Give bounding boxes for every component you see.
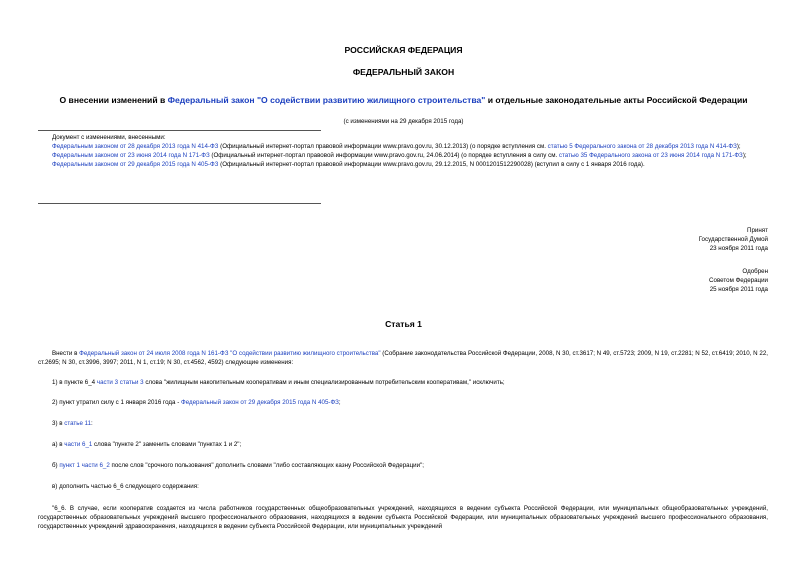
law-405-link[interactable]: Федеральный закон от 29 декабря 2015 года N 405-ФЗ: [180, 399, 339, 406]
title-law-link[interactable]: Федеральный закон "О содействии развитию жилищного строительства": [167, 95, 486, 105]
body-paragraph: в) дополнить частью 6_6 следующего содержания:: [52, 483, 199, 490]
law-type-heading: ФЕДЕРАЛЬНЫЙ ЗАКОН: [352, 67, 455, 77]
edition-note: (с изменениями на 29 декабря 2015 года): [343, 118, 464, 125]
article11-link[interactable]: статье 11: [64, 420, 92, 427]
change-item: Федеральным законом от 23 июня 2014 года N 171-ФЗ (Официальный интернет-портал правовой информации www.pravo.gov.ru, 24.06.2014) (о порядке вступления в силу см. статью 35 Федерального закона от 23 июня 2014 года N 171-ФЗ);: [52, 152, 747, 159]
change-law-link[interactable]: Федеральным законом от 28 декабря 2013 года N 414-ФЗ: [52, 143, 219, 150]
body-paragraph: "6_6. В случае, если кооператив создается из числа работников государственных общеобразовательных учреждений, находящихся в ведении субъекта Российской Федерации, или муниципальных общеобразовательных учреждений, государственных образовательных учреждений высшего профессионального образования, находящихся в ведении субъекта Российской Федерации, или муниципальных образовательных учреждений высшего профессионального образования, государственных учреждений здравоохранения, находящихся в ведении субъекта Российской Федерации, или муниципальных учреждений: [38, 505, 768, 531]
change-article-link[interactable]: статью 5 Федерального закона от 28 декабря 2013 года N 414-ФЗ: [547, 143, 737, 150]
change-law-link[interactable]: Федеральным законом от 29 декабря 2015 года N 405-ФЗ: [52, 161, 219, 168]
part3-article3-link[interactable]: части 3 статьи 3: [96, 379, 144, 386]
divider-top: [38, 130, 321, 131]
body-paragraph: 2) пункт утратил силу с 1 января 2016 года - Федеральный закон от 29 декабря 2015 года N 405-ФЗ;: [52, 399, 341, 406]
law-161-link[interactable]: Федеральный закон от 24 июля 2008 года N 161-ФЗ "О содействии развитию жилищного строительства": [79, 350, 381, 357]
duma-adoption: Принят Государственной Думой 23 ноября 2011 года: [698, 227, 768, 253]
article-title: Статья 1: [385, 319, 422, 329]
divider-bottom: [38, 203, 321, 204]
body-paragraph: б) пункт 1 части 6_2 после слов "срочного пользования" дополнить словами "либо составляющих казну Российской Федерации";: [52, 462, 425, 469]
title-suffix: и отдельные законодательные акты Российской Федерации: [485, 95, 748, 105]
changes-block: [38, 133, 768, 169]
point1-part6-2-link[interactable]: пункт 1 части 6_2: [59, 462, 110, 469]
body-paragraph: 1) в пункте 6_4 части 3 статьи 3 слова "жилищным накопительным кооперативам и иным специализированным потребительским кооперативам," исключить;: [52, 379, 505, 386]
body-paragraph: а) в части 6_1 слова "пункте 2" заменить словами "пунктах 1 и 2";: [52, 441, 242, 448]
change-item: Федеральным законом от 29 декабря 2015 года N 405-ФЗ (Официальный интернет-портал правовой информации www.pravo.gov.ru, 29.12.2015, N 0001201512290028) (вступил в силу с 1 января 2016 года).: [52, 161, 645, 168]
part6-1-link[interactable]: части 6_1: [64, 441, 93, 448]
body-paragraph: Внести в Федеральный закон от 24 июля 2008 года N 161-ФЗ "О содействии развитию жилищного строительства" (Собрание законодательства Российской Федерации, 2008, N 30, ст.3617; N 49, ст.5723; 2009, N 19, ст.2281; N 52, ст.6419; 2010, N 22, ст.2695; N 30, ст.3996, 3997; 2011, N 1, ст.19; N 30, ст.4562, 4592) следующие изменения:: [38, 350, 768, 367]
council-approval: Одобрен Советом Федерации 25 ноября 2011 года: [709, 268, 768, 294]
change-item: Федеральным законом от 28 декабря 2013 года N 414-ФЗ (Официальный интернет-портал правовой информации www.pravo.gov.ru, 30.12.2013) (о порядке вступления см. статью 5 Федерального закона от 28 декабря 2013 года N 414-ФЗ);: [52, 143, 741, 150]
change-article-link[interactable]: статью 35 Федерального закона от 23 июня 2014 года N 171-ФЗ: [558, 152, 743, 159]
body-paragraph: 3) в статье 11:: [52, 420, 93, 427]
title-prefix: О внесении изменений в: [59, 95, 168, 105]
document-title: [0, 95, 807, 105]
change-law-link[interactable]: Федеральным законом от 23 июня 2014 года N 171-ФЗ: [52, 152, 210, 159]
country-heading: РОССИЙСКАЯ ФЕДЕРАЦИЯ: [344, 45, 463, 55]
changes-intro: Документ с изменениями, внесенными:: [52, 134, 166, 141]
